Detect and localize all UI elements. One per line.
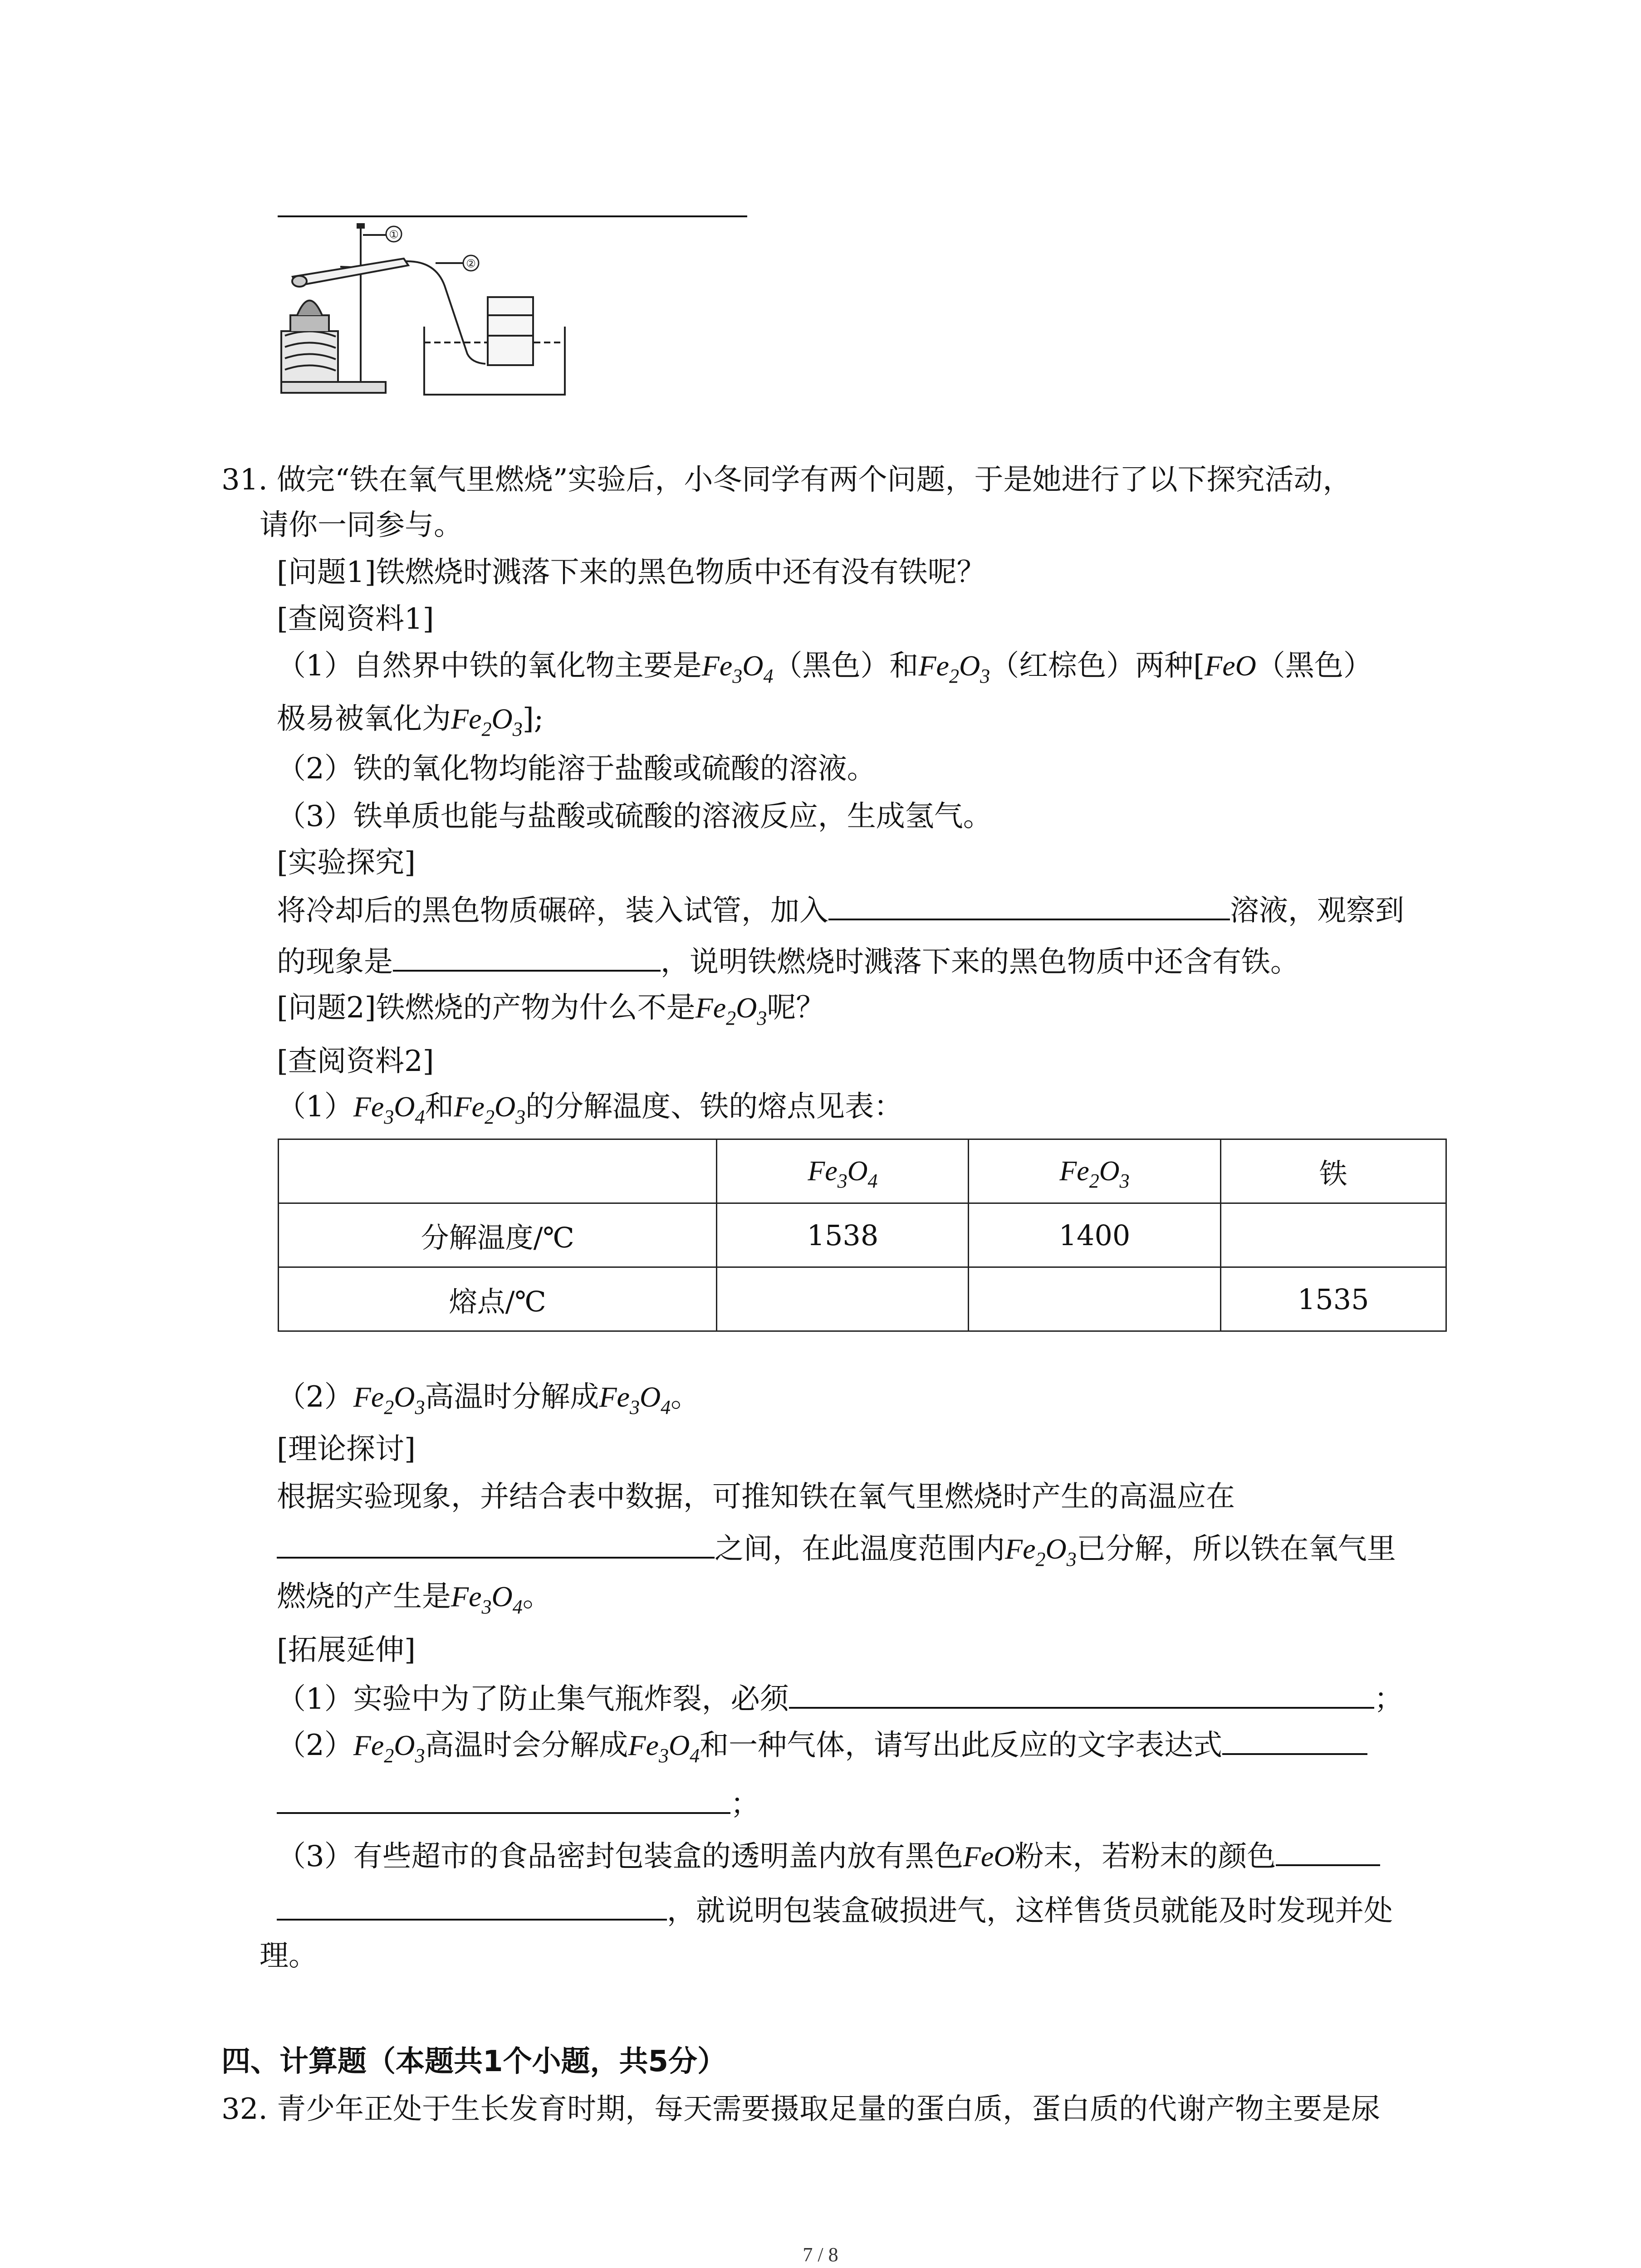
theory-title: [理论探讨] (277, 1432, 416, 1466)
table-cell (1220, 1203, 1446, 1267)
theory-line1: 根据实验现象，并结合表中数据，可推知铁在氧气里燃烧时产生的高温应在 (277, 1480, 1235, 1514)
data-table (278, 1139, 1447, 1332)
reference1-title: [查阅资料1] (277, 602, 434, 636)
extension-title: [拓展延伸] (277, 1633, 416, 1667)
table-header-fe2o3: $Fe_2O_3$ (969, 1139, 1220, 1203)
ext-item3-end: 理。 (260, 1939, 318, 1973)
explore-line2: 的现象是 ，说明铁燃烧时溅落下来的黑色物质中还含有铁。 (277, 943, 1299, 980)
table-header-iron: 铁 (1220, 1139, 1446, 1203)
page-number: 7 / 8 (803, 2244, 838, 2266)
table-row (279, 1203, 1446, 1267)
ext-item3: （3）有些超市的食品密封包装盒的透明盖内放有黑色FeO粉末，若粉末的颜色 (277, 1837, 1380, 1875)
issue2: [问题2]铁燃烧的产物为什么不是$Fe_2O_3$呢？ (277, 991, 825, 1029)
q31-line2: 请你一同参与。 (260, 508, 463, 542)
theory-line3: 燃烧的产生是$Fe_3O_4$。 (277, 1580, 552, 1618)
table-header-fe3o4: $Fe_3O_4$ (717, 1139, 969, 1203)
ref1-item1: （1）自然界中铁的氧化物主要是$Fe_3O_4$（黑色）和$Fe_2O_3$（红棕色）两种[FeO（黑色） (277, 649, 1372, 687)
q31-line1: 31. 做完“铁在氧气里燃烧”实验后，小冬同学有两个问题，于是她进行了以下探究活动， (221, 463, 1352, 497)
ext-item1: （1）实验中为了防止集气瓶炸裂，必须 ； (277, 1680, 1403, 1717)
table-cell (717, 1267, 969, 1331)
table-row-label: 熔点/℃ (279, 1267, 717, 1331)
label-1: ① (389, 228, 399, 241)
ref2-item1: $(1)Fe_3O_4$和$Fe_2O_3$的分解温度、铁的熔点见表： (277, 1090, 903, 1128)
q31-number: 31. (221, 463, 268, 497)
blank-phenomenon[interactable] (393, 943, 661, 972)
explore-title: [实验探究] (277, 846, 416, 880)
ref1-item1-cont: 极易被氧化为$Fe_2O_3$]; (277, 702, 544, 740)
blank-reagent[interactable] (828, 891, 1230, 920)
section4-title: 四、计算题（本题共1个小题，共5分） (221, 2045, 727, 2078)
table-cell: 1400 (969, 1203, 1220, 1267)
table-row-label: 分解温度/℃ (279, 1203, 717, 1267)
table-header-row (279, 1139, 1446, 1203)
issue1: [问题1]铁燃烧时溅落下来的黑色物质中还有没有铁呢？ (277, 556, 986, 589)
ext-item2: $(2)Fe_2O_3$高温时会分解成$Fe_3O_4$和一种气体，请写出此反应的文字表达式 (277, 1726, 1367, 1767)
blank-color-b[interactable] (277, 1892, 667, 1921)
table-cell: 1538 (717, 1203, 969, 1267)
blank-expression-b[interactable] (277, 1785, 730, 1814)
ref1-item3: （3）铁单质也能与盐酸或硫酸的溶液反应，生成氢气。 (277, 800, 992, 833)
q32-line1: 32. 青少年正处于生长发育时期，每天需要摄取足量的蛋白质，蛋白质的代谢产物主要是尿 (221, 2092, 1381, 2126)
table-cell: 1535 (1220, 1267, 1446, 1331)
answer-line-top (278, 215, 747, 217)
label-2: ② (466, 257, 476, 270)
ext-item2-cont: ； (277, 1785, 759, 1823)
table-row (279, 1267, 1446, 1331)
apparatus-figure (272, 218, 608, 404)
blank-color-a[interactable] (1276, 1837, 1380, 1866)
blank-precaution[interactable] (789, 1680, 1374, 1709)
reference2-title: [查阅资料2] (277, 1045, 434, 1078)
blank-temperature-range[interactable] (277, 1530, 715, 1559)
table-cell-empty (279, 1139, 717, 1203)
blank-expression-a[interactable] (1222, 1726, 1367, 1755)
explore-line1: 将冷却后的黑色物质碾碎，装入试管，加入 溶液，观察到 (277, 891, 1404, 929)
ref2-item2: $(2)Fe_2O_3$高温时分解成$Fe_3O_4$。 (277, 1380, 700, 1418)
q32-number: 32. (221, 2092, 268, 2126)
ref1-item2: （2）铁的氧化物均能溶于盐酸或硫酸的溶液。 (277, 752, 876, 786)
theory-line2: 之间，在此温度范围内$Fe_2O_3$已分解，所以铁在氧气里 (277, 1530, 1396, 1570)
table-cell (969, 1267, 1220, 1331)
ext-item3-cont: ，就说明包装盒破损进气，这样售货员就能及时发现并处 (277, 1892, 1393, 1929)
